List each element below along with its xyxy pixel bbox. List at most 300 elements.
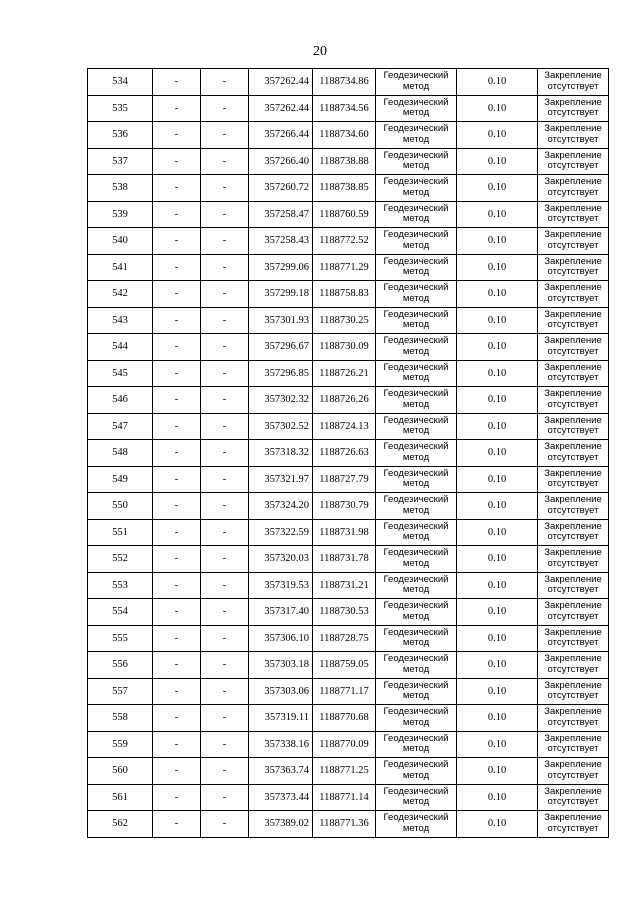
point-number-cell: 557	[88, 678, 153, 705]
method-cell-line: Геодезический	[383, 414, 449, 426]
method-cell-line: метод	[402, 133, 430, 145]
point-number-cell: 540	[88, 228, 153, 255]
fixation-cell	[538, 599, 609, 626]
point-number-cell: 554	[88, 599, 153, 626]
point-number-cell: 536	[88, 122, 153, 149]
y-coordinate-cell: 1188727.79	[313, 466, 376, 493]
x-coordinate-cell: 357262.44	[249, 69, 313, 96]
x-coordinate-cell: 357320.03	[249, 546, 313, 573]
method-cell-line: метод	[402, 345, 430, 357]
table-row	[88, 466, 609, 493]
y-coordinate-cell: 1188726.63	[313, 440, 376, 467]
y-coordinate-cell: 1188730.53	[313, 599, 376, 626]
fixation-cell-line: отсутствует	[547, 637, 599, 649]
y-coordinate-cell: 1188738.88	[313, 148, 376, 175]
fixation-cell	[538, 705, 609, 732]
table-row	[88, 95, 609, 122]
method-cell-line: Геодезический	[383, 706, 449, 718]
point-number-cell: 551	[88, 519, 153, 546]
method-cell-line: Геодезический	[383, 202, 449, 214]
method-cell-line: метод	[402, 531, 430, 543]
accuracy-cell: 0.10	[457, 307, 538, 334]
old-x-cell: -	[153, 705, 201, 732]
y-coordinate-cell: 1188734.60	[313, 122, 376, 149]
fixation-cell-line: отсутствует	[547, 584, 599, 596]
fixation-cell-line: отсутствует	[547, 504, 599, 516]
old-y-cell: -	[201, 758, 249, 785]
y-coordinate-cell: 1188730.79	[313, 493, 376, 520]
point-number-cell: 552	[88, 546, 153, 573]
method-cell-line: Геодезический	[383, 96, 449, 108]
y-coordinate-cell: 1188771.17	[313, 678, 376, 705]
method-cell-line: метод	[402, 822, 430, 834]
table-row	[88, 599, 609, 626]
fixation-cell-line: Закрепление	[544, 361, 602, 373]
x-coordinate-cell: 357363.74	[249, 758, 313, 785]
accuracy-cell: 0.10	[457, 599, 538, 626]
fixation-cell	[538, 281, 609, 308]
point-number-cell: 553	[88, 572, 153, 599]
x-coordinate-cell: 357266.40	[249, 148, 313, 175]
table-row	[88, 493, 609, 520]
fixation-cell-line: отсутствует	[547, 319, 599, 331]
old-y-cell: -	[201, 334, 249, 361]
fixation-cell	[538, 413, 609, 440]
table-row	[88, 387, 609, 414]
fixation-cell-line: отсутствует	[547, 80, 599, 92]
fixation-cell-line: Закрепление	[544, 70, 602, 82]
method-cell-line: Геодезический	[383, 600, 449, 612]
accuracy-cell: 0.10	[457, 413, 538, 440]
table-row	[88, 731, 609, 758]
method-cell-line: Геодезический	[383, 149, 449, 161]
fixation-cell-line: отсутствует	[547, 425, 599, 437]
y-coordinate-cell: 1188731.78	[313, 546, 376, 573]
fixation-cell-line: Закрепление	[544, 149, 602, 161]
old-x-cell: -	[153, 493, 201, 520]
old-y-cell: -	[201, 413, 249, 440]
accuracy-cell: 0.10	[457, 387, 538, 414]
table-row	[88, 678, 609, 705]
point-number-cell: 549	[88, 466, 153, 493]
method-cell	[376, 705, 457, 732]
x-coordinate-cell: 357321.97	[249, 466, 313, 493]
coordinates-table-body	[88, 69, 609, 838]
method-cell-line: метод	[402, 292, 430, 304]
fixation-cell-line: отсутствует	[547, 451, 599, 463]
method-cell-line: метод	[402, 319, 430, 331]
fixation-cell-line: отсутствует	[547, 796, 599, 808]
point-number-cell: 542	[88, 281, 153, 308]
old-y-cell: -	[201, 652, 249, 679]
old-y-cell: -	[201, 281, 249, 308]
method-cell-line: Геодезический	[383, 732, 449, 744]
fixation-cell	[538, 519, 609, 546]
accuracy-cell: 0.10	[457, 493, 538, 520]
fixation-cell	[538, 201, 609, 228]
method-cell-line: Геодезический	[383, 812, 449, 824]
x-coordinate-cell: 357296.85	[249, 360, 313, 387]
x-coordinate-cell: 357338.16	[249, 731, 313, 758]
y-coordinate-cell: 1188770.09	[313, 731, 376, 758]
old-y-cell: -	[201, 493, 249, 520]
y-coordinate-cell: 1188726.26	[313, 387, 376, 414]
fixation-cell	[538, 228, 609, 255]
method-cell	[376, 678, 457, 705]
old-x-cell: -	[153, 334, 201, 361]
old-y-cell: -	[201, 599, 249, 626]
fixation-cell-line: Закрепление	[544, 229, 602, 241]
method-cell	[376, 122, 457, 149]
y-coordinate-cell: 1188760.59	[313, 201, 376, 228]
method-cell-line: Геодезический	[383, 573, 449, 585]
fixation-cell-line: Закрепление	[544, 282, 602, 294]
fixation-cell	[538, 440, 609, 467]
old-x-cell: -	[153, 122, 201, 149]
y-coordinate-cell: 1188771.14	[313, 784, 376, 811]
x-coordinate-cell: 357299.06	[249, 254, 313, 281]
coordinates-table	[87, 68, 609, 838]
y-coordinate-cell: 1188734.86	[313, 69, 376, 96]
method-cell-line: Геодезический	[383, 123, 449, 135]
point-number-cell: 559	[88, 731, 153, 758]
accuracy-cell: 0.10	[457, 519, 538, 546]
table-row	[88, 625, 609, 652]
point-number-cell: 535	[88, 95, 153, 122]
accuracy-cell: 0.10	[457, 228, 538, 255]
old-x-cell: -	[153, 731, 201, 758]
x-coordinate-cell: 357319.11	[249, 705, 313, 732]
accuracy-cell: 0.10	[457, 652, 538, 679]
method-cell	[376, 625, 457, 652]
point-number-cell: 555	[88, 625, 153, 652]
x-coordinate-cell: 357303.18	[249, 652, 313, 679]
old-x-cell: -	[153, 360, 201, 387]
method-cell-line: метод	[402, 796, 430, 808]
table-row	[88, 281, 609, 308]
fixation-cell	[538, 387, 609, 414]
y-coordinate-cell: 1188771.29	[313, 254, 376, 281]
fixation-cell-line: Закрепление	[544, 706, 602, 718]
x-coordinate-cell: 357260.72	[249, 175, 313, 202]
method-cell	[376, 228, 457, 255]
fixation-cell	[538, 572, 609, 599]
fixation-cell-line: отсутствует	[547, 769, 599, 781]
old-y-cell: -	[201, 572, 249, 599]
method-cell-line: метод	[402, 186, 430, 198]
x-coordinate-cell: 357266.44	[249, 122, 313, 149]
fixation-cell-line: Закрепление	[544, 679, 602, 691]
x-coordinate-cell: 357319.53	[249, 572, 313, 599]
method-cell-line: метод	[402, 637, 430, 649]
method-cell-line: Геодезический	[383, 467, 449, 479]
accuracy-cell: 0.10	[457, 122, 538, 149]
fixation-cell-line: Закрепление	[544, 626, 602, 638]
method-cell-line: метод	[402, 213, 430, 225]
point-number-cell: 544	[88, 334, 153, 361]
method-cell	[376, 440, 457, 467]
fixation-cell-line: Закрепление	[544, 573, 602, 585]
table-row	[88, 572, 609, 599]
fixation-cell	[538, 758, 609, 785]
x-coordinate-cell: 357302.52	[249, 413, 313, 440]
fixation-cell-line: отсутствует	[547, 133, 599, 145]
fixation-cell	[538, 254, 609, 281]
fixation-cell	[538, 360, 609, 387]
accuracy-cell: 0.10	[457, 201, 538, 228]
method-cell	[376, 811, 457, 838]
old-y-cell: -	[201, 811, 249, 838]
fixation-cell-line: Закрепление	[544, 812, 602, 824]
old-x-cell: -	[153, 811, 201, 838]
y-coordinate-cell: 1188730.25	[313, 307, 376, 334]
table-row	[88, 148, 609, 175]
method-cell-line: метод	[402, 557, 430, 569]
fixation-cell-line: отсутствует	[547, 160, 599, 172]
table-row	[88, 254, 609, 281]
method-cell-line: метод	[402, 372, 430, 384]
point-number-cell: 562	[88, 811, 153, 838]
method-cell	[376, 652, 457, 679]
table-row	[88, 122, 609, 149]
accuracy-cell: 0.10	[457, 281, 538, 308]
fixation-cell-line: Закрепление	[544, 732, 602, 744]
fixation-cell-line: отсутствует	[547, 186, 599, 198]
old-y-cell: -	[201, 201, 249, 228]
accuracy-cell: 0.10	[457, 95, 538, 122]
fixation-cell-line: Закрепление	[544, 653, 602, 665]
y-coordinate-cell: 1188730.09	[313, 334, 376, 361]
method-cell-line: метод	[402, 239, 430, 251]
method-cell	[376, 731, 457, 758]
method-cell-line: метод	[402, 160, 430, 172]
table-row	[88, 201, 609, 228]
point-number-cell: 546	[88, 387, 153, 414]
fixation-cell	[538, 466, 609, 493]
point-number-cell: 534	[88, 69, 153, 96]
method-cell	[376, 493, 457, 520]
point-number-cell: 547	[88, 413, 153, 440]
x-coordinate-cell: 357303.06	[249, 678, 313, 705]
method-cell-line: Геодезический	[383, 255, 449, 267]
fixation-cell-line: отсутствует	[547, 663, 599, 675]
old-x-cell: -	[153, 625, 201, 652]
old-x-cell: -	[153, 387, 201, 414]
method-cell-line: Геодезический	[383, 653, 449, 665]
x-coordinate-cell: 357258.43	[249, 228, 313, 255]
old-y-cell: -	[201, 705, 249, 732]
point-number-cell: 560	[88, 758, 153, 785]
fixation-cell	[538, 175, 609, 202]
method-cell	[376, 334, 457, 361]
fixation-cell-line: Закрепление	[544, 255, 602, 267]
old-x-cell: -	[153, 413, 201, 440]
old-y-cell: -	[201, 784, 249, 811]
point-number-cell: 550	[88, 493, 153, 520]
accuracy-cell: 0.10	[457, 466, 538, 493]
method-cell-line: метод	[402, 584, 430, 596]
table-row	[88, 652, 609, 679]
point-number-cell: 545	[88, 360, 153, 387]
method-cell	[376, 69, 457, 96]
x-coordinate-cell: 357299.18	[249, 281, 313, 308]
old-y-cell: -	[201, 95, 249, 122]
method-cell-line: метод	[402, 425, 430, 437]
method-cell-line: метод	[402, 716, 430, 728]
old-y-cell: -	[201, 254, 249, 281]
x-coordinate-cell: 357296.67	[249, 334, 313, 361]
fixation-cell	[538, 69, 609, 96]
old-x-cell: -	[153, 228, 201, 255]
fixation-cell-line: Закрепление	[544, 335, 602, 347]
method-cell	[376, 599, 457, 626]
fixation-cell	[538, 95, 609, 122]
fixation-cell-line: отсутствует	[547, 292, 599, 304]
old-y-cell: -	[201, 387, 249, 414]
accuracy-cell: 0.10	[457, 69, 538, 96]
accuracy-cell: 0.10	[457, 360, 538, 387]
accuracy-cell: 0.10	[457, 148, 538, 175]
table-row	[88, 307, 609, 334]
table-row	[88, 175, 609, 202]
method-cell	[376, 307, 457, 334]
accuracy-cell: 0.10	[457, 705, 538, 732]
point-number-cell: 548	[88, 440, 153, 467]
y-coordinate-cell: 1188728.75	[313, 625, 376, 652]
old-y-cell: -	[201, 307, 249, 334]
method-cell-line: Геодезический	[383, 520, 449, 532]
method-cell-line: метод	[402, 663, 430, 675]
fixation-cell-line: Закрепление	[544, 600, 602, 612]
old-x-cell: -	[153, 758, 201, 785]
method-cell-line: метод	[402, 610, 430, 622]
old-x-cell: -	[153, 148, 201, 175]
fixation-cell-line: отсутствует	[547, 743, 599, 755]
method-cell-line: Геодезический	[383, 361, 449, 373]
fixation-cell	[538, 652, 609, 679]
old-y-cell: -	[201, 360, 249, 387]
fixation-cell-line: отсутствует	[547, 398, 599, 410]
fixation-cell-line: Закрепление	[544, 388, 602, 400]
old-y-cell: -	[201, 175, 249, 202]
x-coordinate-cell: 357322.59	[249, 519, 313, 546]
x-coordinate-cell: 357389.02	[249, 811, 313, 838]
accuracy-cell: 0.10	[457, 175, 538, 202]
old-y-cell: -	[201, 69, 249, 96]
old-x-cell: -	[153, 307, 201, 334]
method-cell-line: Геодезический	[383, 759, 449, 771]
fixation-cell-line: Закрепление	[544, 414, 602, 426]
fixation-cell-line: Закрепление	[544, 123, 602, 135]
old-y-cell: -	[201, 122, 249, 149]
x-coordinate-cell: 357301.93	[249, 307, 313, 334]
old-y-cell: -	[201, 731, 249, 758]
fixation-cell	[538, 334, 609, 361]
method-cell-line: метод	[402, 451, 430, 463]
point-number-cell: 558	[88, 705, 153, 732]
x-coordinate-cell: 357258.47	[249, 201, 313, 228]
accuracy-cell: 0.10	[457, 758, 538, 785]
method-cell	[376, 758, 457, 785]
old-x-cell: -	[153, 678, 201, 705]
table-row	[88, 758, 609, 785]
method-cell-line: Геодезический	[383, 785, 449, 797]
y-coordinate-cell: 1188770.68	[313, 705, 376, 732]
method-cell-line: Геодезический	[383, 229, 449, 241]
fixation-cell-line: отсутствует	[547, 557, 599, 569]
method-cell-line: Геодезический	[383, 308, 449, 320]
old-x-cell: -	[153, 69, 201, 96]
method-cell	[376, 784, 457, 811]
old-x-cell: -	[153, 254, 201, 281]
method-cell-line: метод	[402, 690, 430, 702]
old-y-cell: -	[201, 625, 249, 652]
y-coordinate-cell: 1188734.56	[313, 95, 376, 122]
method-cell	[376, 466, 457, 493]
fixation-cell	[538, 784, 609, 811]
x-coordinate-cell: 357317.40	[249, 599, 313, 626]
page-number: 20	[313, 44, 327, 59]
y-coordinate-cell: 1188731.21	[313, 572, 376, 599]
fixation-cell-line: Закрепление	[544, 520, 602, 532]
point-number-cell: 561	[88, 784, 153, 811]
table-row	[88, 546, 609, 573]
method-cell-line: Геодезический	[383, 494, 449, 506]
old-y-cell: -	[201, 519, 249, 546]
method-cell-line: метод	[402, 478, 430, 490]
accuracy-cell: 0.10	[457, 440, 538, 467]
x-coordinate-cell: 357306.10	[249, 625, 313, 652]
method-cell	[376, 572, 457, 599]
method-cell	[376, 519, 457, 546]
fixation-cell	[538, 625, 609, 652]
accuracy-cell: 0.10	[457, 784, 538, 811]
old-y-cell: -	[201, 148, 249, 175]
method-cell	[376, 360, 457, 387]
y-coordinate-cell: 1188738.85	[313, 175, 376, 202]
fixation-cell-line: Закрепление	[544, 441, 602, 453]
accuracy-cell: 0.10	[457, 254, 538, 281]
old-x-cell: -	[153, 95, 201, 122]
old-x-cell: -	[153, 281, 201, 308]
point-number-cell: 541	[88, 254, 153, 281]
y-coordinate-cell: 1188771.36	[313, 811, 376, 838]
fixation-cell-line: отсутствует	[547, 372, 599, 384]
old-x-cell: -	[153, 599, 201, 626]
fixation-cell	[538, 148, 609, 175]
x-coordinate-cell: 357373.44	[249, 784, 313, 811]
x-coordinate-cell: 357262.44	[249, 95, 313, 122]
fixation-cell	[538, 811, 609, 838]
method-cell-line: Геодезический	[383, 282, 449, 294]
method-cell-line: метод	[402, 504, 430, 516]
fixation-cell	[538, 307, 609, 334]
table-row	[88, 413, 609, 440]
method-cell	[376, 148, 457, 175]
method-cell	[376, 387, 457, 414]
fixation-cell-line: отсутствует	[547, 610, 599, 622]
y-coordinate-cell: 1188772.52	[313, 228, 376, 255]
old-y-cell: -	[201, 228, 249, 255]
old-x-cell: -	[153, 519, 201, 546]
table-row	[88, 69, 609, 96]
old-y-cell: -	[201, 440, 249, 467]
accuracy-cell: 0.10	[457, 731, 538, 758]
table-row	[88, 360, 609, 387]
old-y-cell: -	[201, 546, 249, 573]
old-x-cell: -	[153, 652, 201, 679]
old-x-cell: -	[153, 546, 201, 573]
